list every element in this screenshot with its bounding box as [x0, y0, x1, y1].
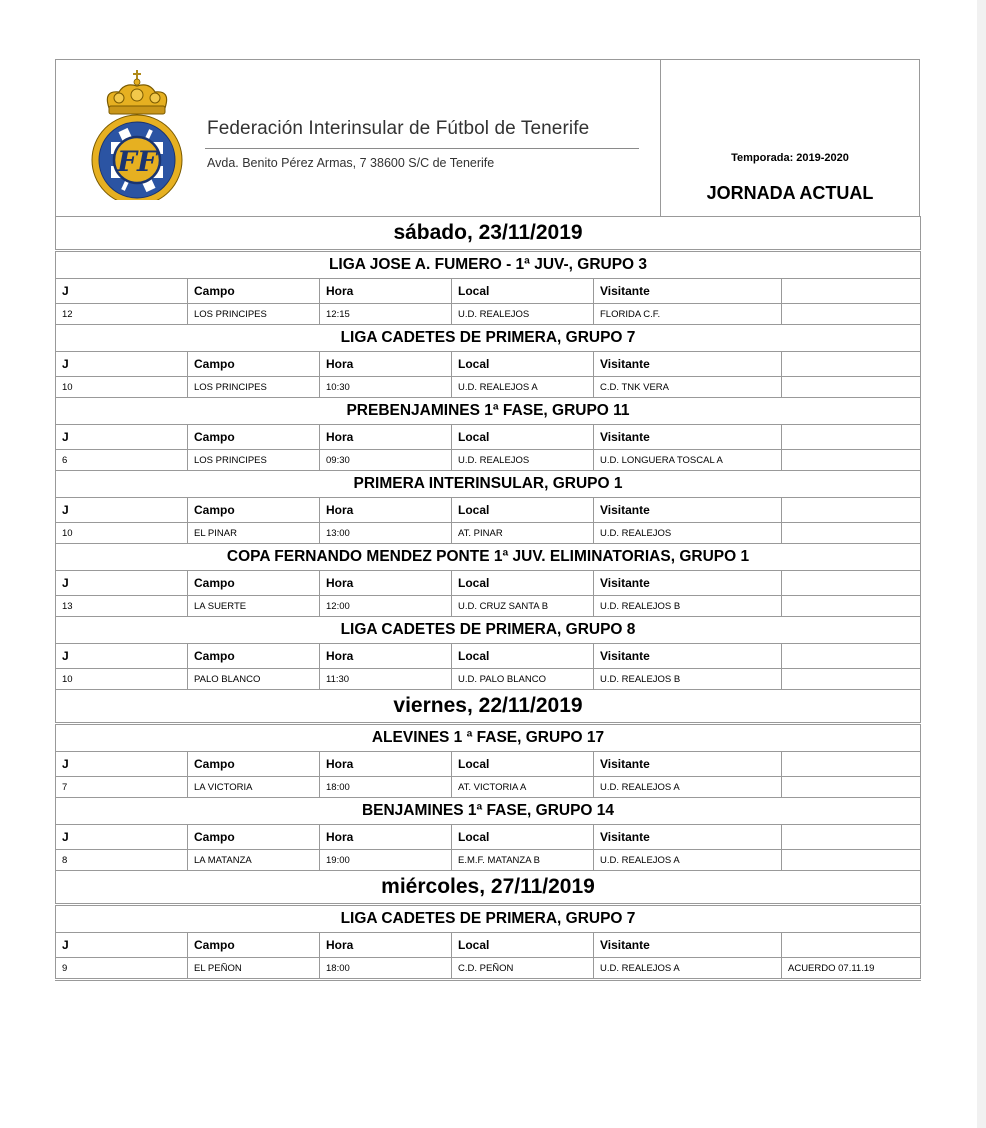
table-row: [56, 304, 921, 325]
match-j: 8: [56, 850, 188, 871]
column-header-notes: [782, 571, 921, 596]
column-header-local: Local: [452, 644, 594, 669]
column-header-local: Local: [452, 825, 594, 850]
page-title: JORNADA ACTUAL: [706, 183, 874, 203]
date-heading: viernes, 22/11/2019: [56, 690, 921, 724]
column-header-hora: Hora: [320, 825, 452, 850]
match-hora: 13:00: [320, 523, 452, 544]
column-header-row: [56, 933, 921, 958]
match-note: [782, 850, 921, 871]
column-header-hora: Hora: [320, 933, 452, 958]
competition-row: [56, 544, 921, 571]
column-header-row: [56, 825, 921, 850]
match-j: 10: [56, 669, 188, 690]
match-note: [782, 777, 921, 798]
match-j: 13: [56, 596, 188, 617]
match-campo: LA MATANZA: [188, 850, 320, 871]
match-campo: LOS PRINCIPES: [188, 450, 320, 471]
column-header-row: [56, 352, 921, 377]
competition-row: [56, 251, 921, 279]
match-local: E.M.F. MATANZA B: [452, 850, 594, 871]
column-header-local: Local: [452, 933, 594, 958]
column-header-visitante: Visitante: [594, 825, 782, 850]
column-header-campo: Campo: [188, 279, 320, 304]
column-header-visitante: Visitante: [594, 752, 782, 777]
scrollbar-track[interactable]: [977, 0, 986, 1128]
column-header-campo: Campo: [188, 425, 320, 450]
match-visitante: U.D. REALEJOS A: [594, 850, 782, 871]
competition-name: LIGA JOSE A. FUMERO - 1ª JUV-, GRUPO 3: [56, 251, 921, 279]
column-header-campo: Campo: [188, 752, 320, 777]
column-header-local: Local: [452, 352, 594, 377]
match-visitante: C.D. TNK VERA: [594, 377, 782, 398]
column-header-notes: [782, 825, 921, 850]
match-visitante: FLORIDA C.F.: [594, 304, 782, 325]
competition-row: [56, 905, 921, 933]
match-campo: EL PINAR: [188, 523, 320, 544]
competition-row: [56, 724, 921, 752]
column-header-hora: Hora: [320, 498, 452, 523]
match-visitante: U.D. LONGUERA TOSCAL A: [594, 450, 782, 471]
match-note: ACUERDO 07.11.19: [782, 958, 921, 980]
table-row: [56, 777, 921, 798]
date-heading-row: [56, 690, 921, 724]
column-header-j: J: [56, 352, 188, 377]
match-note: [782, 523, 921, 544]
column-header-visitante: Visitante: [594, 644, 782, 669]
competition-row: [56, 471, 921, 498]
column-header-hora: Hora: [320, 571, 452, 596]
match-j: 10: [56, 523, 188, 544]
column-header-notes: [782, 279, 921, 304]
date-heading-row: [56, 217, 921, 251]
match-visitante: U.D. REALEJOS A: [594, 958, 782, 980]
column-header-j: J: [56, 571, 188, 596]
match-campo: LOS PRINCIPES: [188, 304, 320, 325]
column-header-row: [56, 571, 921, 596]
column-header-visitante: Visitante: [594, 498, 782, 523]
federation-name: Federación Interinsular de Fútbol de Tenerife: [207, 118, 590, 139]
match-note: [782, 450, 921, 471]
match-j: 6: [56, 450, 188, 471]
column-header-notes: [782, 498, 921, 523]
match-hora: 12:15: [320, 304, 452, 325]
match-visitante: U.D. REALEJOS B: [594, 596, 782, 617]
competition-row: [56, 325, 921, 352]
column-header-hora: Hora: [320, 752, 452, 777]
competition-row: [56, 798, 921, 825]
table-row: [56, 596, 921, 617]
column-header-local: Local: [452, 498, 594, 523]
column-header-visitante: Visitante: [594, 279, 782, 304]
competition-name: PREBENJAMINES 1ª FASE, GRUPO 11: [56, 398, 921, 425]
match-j: 7: [56, 777, 188, 798]
column-header-row: [56, 752, 921, 777]
column-header-visitante: Visitante: [594, 571, 782, 596]
match-local: U.D. CRUZ SANTA B: [452, 596, 594, 617]
match-hora: 09:30: [320, 450, 452, 471]
column-header-hora: Hora: [320, 279, 452, 304]
match-campo: LA VICTORIA: [188, 777, 320, 798]
column-header-j: J: [56, 498, 188, 523]
column-header-j: J: [56, 825, 188, 850]
match-campo: PALO BLANCO: [188, 669, 320, 690]
match-visitante: U.D. REALEJOS: [594, 523, 782, 544]
column-header-j: J: [56, 425, 188, 450]
season-label: Temporada: 2019-2020: [731, 152, 849, 164]
match-hora: 18:00: [320, 958, 452, 980]
match-local: AT. PINAR: [452, 523, 594, 544]
match-hora: 11:30: [320, 669, 452, 690]
column-header-row: [56, 279, 921, 304]
column-header-notes: [782, 933, 921, 958]
match-campo: LOS PRINCIPES: [188, 377, 320, 398]
table-row: [56, 377, 921, 398]
fixtures-sheet: [55, 59, 920, 981]
match-visitante: U.D. REALEJOS B: [594, 669, 782, 690]
column-header-j: J: [56, 644, 188, 669]
column-header-campo: Campo: [188, 571, 320, 596]
match-note: [782, 596, 921, 617]
competition-name: BENJAMINES 1ª FASE, GRUPO 14: [56, 798, 921, 825]
match-campo: LA SUERTE: [188, 596, 320, 617]
match-local: U.D. REALEJOS: [452, 450, 594, 471]
column-header-row: [56, 425, 921, 450]
column-header-hora: Hora: [320, 352, 452, 377]
column-header-campo: Campo: [188, 933, 320, 958]
date-heading: miércoles, 27/11/2019: [56, 871, 921, 905]
table-row: [56, 669, 921, 690]
column-header-campo: Campo: [188, 644, 320, 669]
column-header-campo: Campo: [188, 352, 320, 377]
competition-row: [56, 617, 921, 644]
match-j: 10: [56, 377, 188, 398]
match-local: U.D. REALEJOS A: [452, 377, 594, 398]
match-hora: 12:00: [320, 596, 452, 617]
match-j: 12: [56, 304, 188, 325]
match-j: 9: [56, 958, 188, 980]
competition-name: PRIMERA INTERINSULAR, GRUPO 1: [56, 471, 921, 498]
document-header: [55, 59, 920, 216]
federation-address: Avda. Benito Pérez Armas, 7 38600 S/C de Tenerife: [207, 156, 495, 170]
competition-name: COPA FERNANDO MENDEZ PONTE 1ª JUV. ELIMINATORIAS, GRUPO 1: [56, 544, 921, 571]
column-header-local: Local: [452, 425, 594, 450]
column-header-notes: [782, 752, 921, 777]
table-row: [56, 958, 921, 980]
match-note: [782, 304, 921, 325]
column-header-local: Local: [452, 279, 594, 304]
column-header-visitante: Visitante: [594, 425, 782, 450]
column-header-visitante: Visitante: [594, 352, 782, 377]
match-hora: 10:30: [320, 377, 452, 398]
fixtures-table: [55, 216, 921, 981]
column-header-row: [56, 644, 921, 669]
column-header-j: J: [56, 933, 188, 958]
competition-row: [56, 398, 921, 425]
column-header-j: J: [56, 279, 188, 304]
match-note: [782, 377, 921, 398]
column-header-row: [56, 498, 921, 523]
column-header-notes: [782, 425, 921, 450]
header-rule: [205, 148, 639, 149]
match-visitante: U.D. REALEJOS A: [594, 777, 782, 798]
svg-text:FF: FF: [117, 145, 157, 178]
column-header-campo: Campo: [188, 825, 320, 850]
table-row: [56, 850, 921, 871]
match-note: [782, 669, 921, 690]
column-header-campo: Campo: [188, 498, 320, 523]
match-local: U.D. REALEJOS: [452, 304, 594, 325]
match-hora: 19:00: [320, 850, 452, 871]
competition-name: ALEVINES 1 ª FASE, GRUPO 17: [56, 724, 921, 752]
date-heading: sábado, 23/11/2019: [56, 217, 921, 251]
match-local: C.D. PEÑON: [452, 958, 594, 980]
column-header-notes: [782, 352, 921, 377]
column-header-hora: Hora: [320, 644, 452, 669]
match-campo: EL PEÑON: [188, 958, 320, 980]
federation-logo: [89, 68, 185, 200]
competition-name: LIGA CADETES DE PRIMERA, GRUPO 7: [56, 905, 921, 933]
column-header-hora: Hora: [320, 425, 452, 450]
table-row: [56, 523, 921, 544]
competition-name: LIGA CADETES DE PRIMERA, GRUPO 8: [56, 617, 921, 644]
date-heading-row: [56, 871, 921, 905]
match-hora: 18:00: [320, 777, 452, 798]
column-header-notes: [782, 644, 921, 669]
column-header-local: Local: [452, 571, 594, 596]
match-local: U.D. PALO BLANCO: [452, 669, 594, 690]
column-header-j: J: [56, 752, 188, 777]
competition-name: LIGA CADETES DE PRIMERA, GRUPO 7: [56, 325, 921, 352]
table-row: [56, 450, 921, 471]
column-header-visitante: Visitante: [594, 933, 782, 958]
column-header-local: Local: [452, 752, 594, 777]
match-local: AT. VICTORIA A: [452, 777, 594, 798]
